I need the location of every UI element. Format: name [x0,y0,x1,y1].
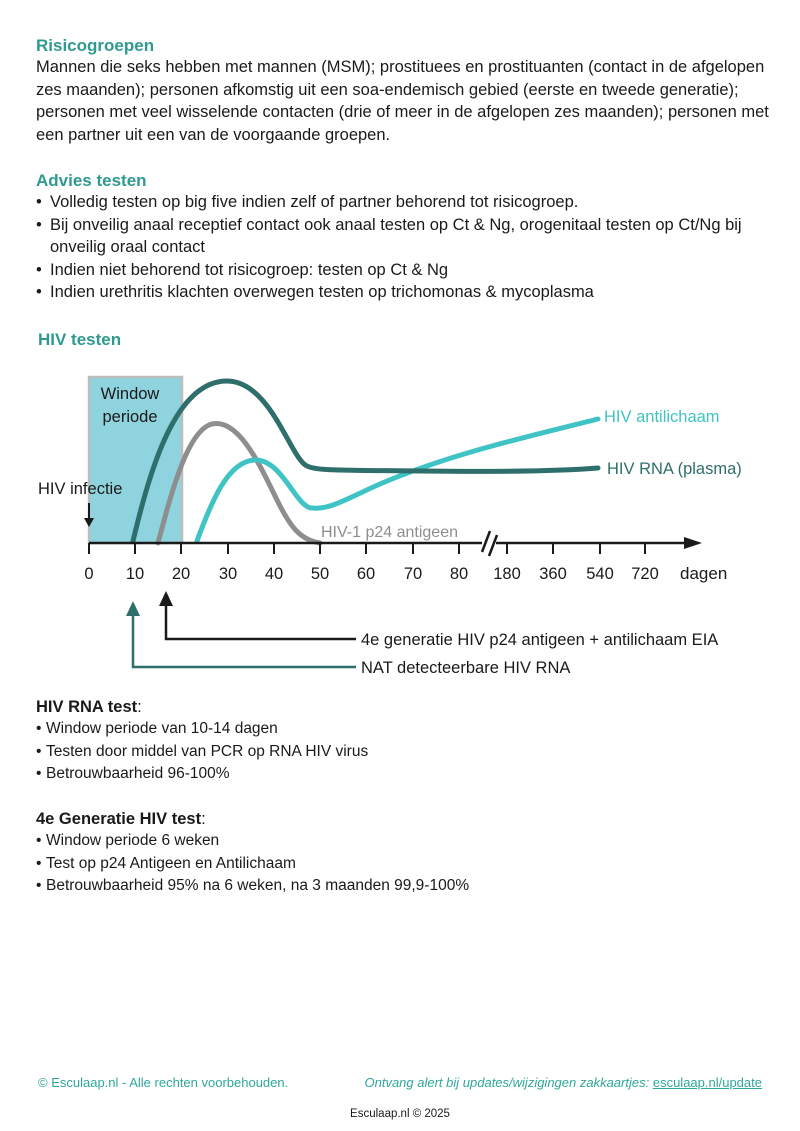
x-tick-label: 180 [493,565,521,583]
hiv-antilichaam-curve [197,419,598,541]
x-tick-label: 40 [264,565,284,583]
footer-alert [365,1075,763,1090]
x-tick-label: 20 [171,565,191,583]
hiv-infectie-label: HIV infectie [38,480,123,498]
x-tick-label: 10 [125,565,145,583]
advies-item: • Indien niet behorend tot risicogroep: testen op Ct & Ng [36,259,776,282]
hiv-rna-test-list [36,718,736,786]
advies-testen-heading: Advies testen [36,171,147,190]
x-tick-label: 60 [356,565,376,583]
advies-item: • Volledig testen op big five indien zelf of partner behorend tot risicogroep. [36,191,776,214]
x-tick-label: 80 [449,565,469,583]
x-tick-label: 540 [586,565,614,583]
gen4-test-item: • Betrouwbaarheid 95% na 6 weken, na 3 maanden 99,9-100% [36,875,736,898]
hiv-timeline-diagram [0,360,800,690]
arrow-4e-generatie [166,604,356,639]
arrow-nat-head [126,601,140,616]
x-axis-unit: dagen [680,564,728,583]
gen4-test-item: • Window periode 6 weken [36,830,736,853]
arrow-4e-generatie-head [159,591,173,606]
hiv-rna-test-heading: HIV RNA test: [36,698,142,716]
footer-update-link[interactable]: esculaap.nl/update [652,1075,762,1090]
x-tick-label: 360 [539,565,567,583]
antilichaam-label: HIV antilichaam [604,408,720,426]
gen4-test-heading: 4e Generatie HIV test: [36,810,206,828]
hiv-testen-heading: HIV testen [38,330,122,349]
advies-item: • Bij onveilig anaal receptief contact ook anaal testen op Ct & Ng, orogenitaal testen op Ct/Ng bij onveilig oraal contact [36,214,776,259]
footer-bottom: Esculaap.nl © 2025 [350,1108,450,1120]
x-axis-tick-labels [84,565,658,583]
x-tick-label: 70 [403,565,423,583]
arrow-4e-generatie-label: 4e generatie HIV p24 antigeen + antilichaam EIA [361,631,719,649]
p24-label: HIV-1 p24 antigeen [321,524,458,541]
rna-test-item: • Betrouwbaarheid 96-100% [36,763,736,786]
arrow-nat-label: NAT detecteerbare HIV RNA [361,659,571,677]
window-label-line1: Window [100,385,160,403]
risicogroepen-text: Mannen die seks hebben met mannen (MSM); prostituees en prostituanten (contact in de afgelopen zes maanden); personen afkomstig uit een soa-endemisch gebied (eerste en tweede generatie); personen met veel wisselende contacten (drie of meer in de afgelopen zes maanden); personen met een partner uit een van de voorgaande groepen. [36,58,769,144]
section-hiv-rna-test [36,696,736,786]
footer-copyright: © Esculaap.nl - Alle rechten voorbehouden. [38,1075,289,1090]
gen4-test-item: • Test op p24 Antigeen en Antilichaam [36,853,736,876]
advies-list [36,191,776,304]
gen4-test-list [36,830,736,898]
x-tick-label: 30 [218,565,238,583]
section-4e-generatie-test [36,808,736,898]
section-advies-testen [36,171,776,304]
x-tick-label: 0 [84,565,94,583]
window-label-line2: periode [102,408,158,426]
axis-break-icon [482,531,497,556]
x-tick-label: 720 [631,565,659,583]
rna-test-item: • Window periode van 10-14 dagen [36,718,736,741]
section-risicogroepen [36,36,776,146]
x-axis-ticks [89,543,645,554]
risicogroepen-heading: Risicogroepen [36,36,155,55]
footer-alert-text: Ontvang alert bij updates/wijzigingen zakkaartjes: [364,1075,650,1090]
rna-test-item: • Testen door middel van PCR op RNA HIV virus [36,741,736,764]
x-axis-arrowhead [684,537,702,549]
rna-label: HIV RNA (plasma) [607,460,742,478]
advies-item: • Indien urethritis klachten overwegen testen op trichomonas & mycoplasma [36,281,776,304]
hiv-rna-curve [133,381,598,541]
x-tick-label: 50 [310,565,330,583]
